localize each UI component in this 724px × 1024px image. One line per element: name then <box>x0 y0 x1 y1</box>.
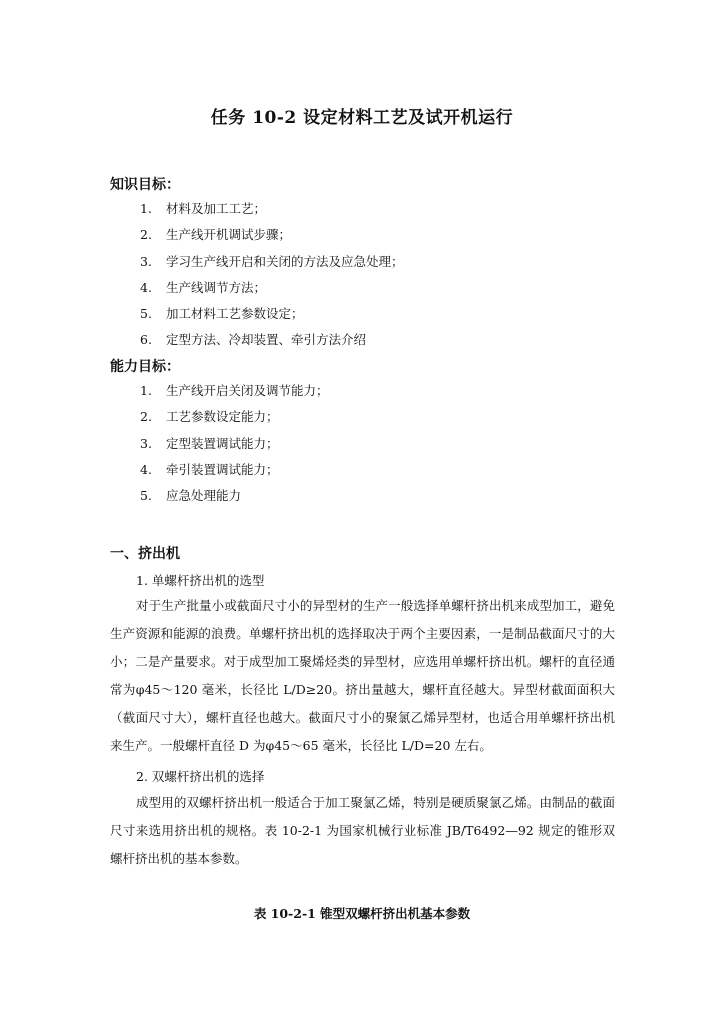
page-title: 任务 10-2 设定材料工艺及试开机运行 <box>210 108 514 128</box>
list-item <box>140 378 329 404</box>
list-item <box>140 222 404 248</box>
list-item-number: 1. <box>140 201 152 216</box>
paragraph-single-screw: 对于生产批量小或截面尺寸小的异型材的生产一般选择单螺杆挤出机来成型加工，避免生产资源和能源的浪费。单螺杆挤出机的选择取决于两个主要因素，一是制品截面尺寸的大小；二是产量要求。对于成型加工聚烯烃类的异型材，应选用单螺杆挤出机。螺杆的直径通常为φ45～120 毫米，长径比 L/D≥20。挤出量越大，螺杆直径越大。异型材截面面积大（截面尺寸大），螺杆直径也越大。截面尺寸小的聚氯乙烯异型材，也适合用单螺杆挤出机来生产。一般螺杆直径 D 为φ45～65 毫米，长径比 L/D=20 左右。 <box>110 598 615 753</box>
ability-goals-list <box>140 378 329 509</box>
list-item-text: 生产线开启关闭及调节能力； <box>166 383 329 398</box>
list-item-number: 1. <box>140 383 152 398</box>
list-item-number: 4. <box>140 279 152 295</box>
ability-goals-heading: 能力目标： <box>110 359 180 375</box>
list-item-number: 4. <box>140 461 152 477</box>
list-item <box>140 431 329 457</box>
knowledge-goals-list <box>140 196 404 354</box>
list-item-text: 应急处理能力 <box>166 488 242 504</box>
list-item-text: 材料及加工工艺； <box>166 201 267 216</box>
knowledge-goals-heading: 知识目标： <box>110 177 180 193</box>
list-item <box>140 249 404 275</box>
subsection-heading-twin-screw: 2. 双螺杆挤出机的选择 <box>136 769 265 784</box>
list-item-number: 6. <box>140 332 152 348</box>
list-item <box>140 301 404 327</box>
list-item-text: 生产线调节方法； <box>166 279 267 295</box>
list-item-number: 5. <box>140 488 152 504</box>
list-item <box>140 196 404 222</box>
list-item-number: 3. <box>140 435 152 451</box>
list-item-number: 3. <box>140 253 152 269</box>
list-item-text: 生产线开机调试步骤； <box>166 227 292 243</box>
list-item-number: 2. <box>140 409 152 425</box>
list-item-number: 5. <box>140 306 152 322</box>
list-item <box>140 404 329 430</box>
list-item <box>140 275 404 301</box>
section-heading-extruder: 一、挤出机 <box>110 546 180 562</box>
subsection-heading-single-screw: 1. 单螺杆挤出机的选型 <box>136 573 265 588</box>
list-item <box>140 483 329 509</box>
list-item-text: 定型装置调试能力； <box>166 435 279 451</box>
list-item-text: 牵引装置调试能力； <box>166 461 279 477</box>
list-item <box>140 327 404 353</box>
table-caption: 表 10-2-1 锥型双螺杆挤出机基本参数 <box>253 906 471 921</box>
list-item-text: 加工材料工艺参数设定； <box>166 306 304 322</box>
list-item <box>140 457 329 483</box>
list-item-text: 工艺参数设定能力； <box>166 409 279 425</box>
list-item-number: 2. <box>140 227 152 243</box>
list-item-text: 学习生产线开启和关闭的方法及应急处理； <box>166 253 404 269</box>
list-item-text: 定型方法、冷却装置、牵引方法介绍 <box>166 332 367 348</box>
paragraph-twin-screw: 成型用的双螺杆挤出机一般适合于加工聚氯乙烯，特别是硬质聚氯乙烯。由制品的截面尺寸来选用挤出机的规格。表 10-2-1 为国家机械行业标准 JB/T6492—92 规定的锥形双螺杆挤出机的基本参数。 <box>110 795 615 866</box>
